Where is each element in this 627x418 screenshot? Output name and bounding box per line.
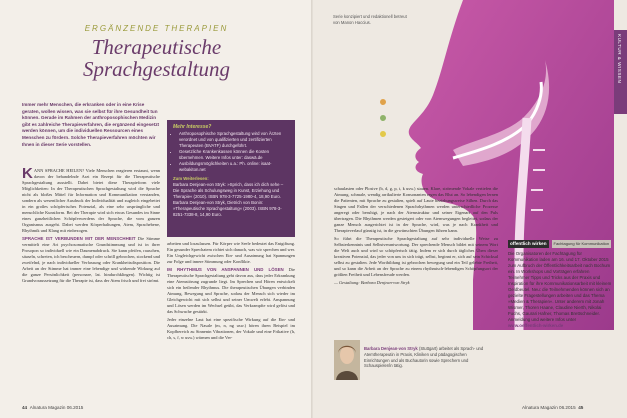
infobox-list	[173, 131, 289, 173]
section-kicker: ERGÄNZENDE THERAPIEN	[84, 24, 229, 33]
body-paragraph: schaulasten oder Plosive (b, d, g, p, t, k usw.) stauen. Klare, strömende Vokale vertiefen die Atmung, schmale, wendig arrikulierte Konsonanten regen das Blut an. So lebendigen lernen die Patienten, mit Sprache zu gestalten, spielt auf Laute beziehungsweise Silben. Durch das Singen und Fallen der verschiedenen Sprachrhythmen werden unterschiedliche Prozesse angeregt oder beruhigt, je nach der Atemstruktur und seiner Eigenart auf den Puls übertragen. Die Rhythmen werden gesteigert oder von Atemwegungen begleitet, sodass der ganze Mensch ausgerichtet ist in der Sprache, wird, was je nach Krankheit und Therapieverlauf günstig ist, in die gewünschten Übungen führen kann.	[334, 186, 498, 233]
infobox-item: • Ausbildungsmöglichkeiten u.a.: Ph. online: isaat-webakiton.net	[179, 161, 289, 173]
author-bio-text: (Stuttgart) arbeitet als Sprach- und Atemtherapeutin in Praxis, Kliniken und pädagogischen Einrichtungen und als Buchautorin sowie Sprechern und Schauspieler/in tätig.	[364, 346, 484, 369]
author-bio	[364, 346, 484, 369]
body-signature: — Gestaltung: Barbara Denjean-von Stryk	[334, 280, 410, 285]
title-line-2: Sprachgestaltung	[83, 57, 230, 81]
folio-right: Alnatura Magazin 06.2015 45	[522, 405, 584, 410]
series-caption: Serie konzipiert und redaktionell betreut von Manon Haccius.	[333, 14, 407, 25]
left-column-2	[167, 241, 295, 343]
infobox-reading-heading: Zum Weiterlesen:	[173, 176, 209, 181]
event-ad-body: Die Organisatoren der Fachtagung für Kommunikation laden am 16. und 17. Oktober 2015 zum Aufbruch der Öffentlichkeitsarbeit nach Bochum ein. In Workshops und Vorträgen erfahren Teilnehmer Tipps und Tricks aus der Praxis und Inspiration für ihre Kommunikationsarbeit mit kleinem Geldbeutel. Neu: die Teilnehmenden können sich an gezielte Fragestellungen arbeiten und das Thema »Medien & Therapien«. Unter anderem mit Jonah Wismer, Thoren Haane, Claudine Nierth, Nikolai Fuchs, Gaurari Hafner, Thomas Brettschneider. Anmeldung und weitere Infos unter	[508, 251, 612, 322]
left-column-1	[22, 165, 160, 286]
dot-yellow	[380, 131, 386, 137]
lead-paragraph: Immer mehr Menschen, die erkranken oder in eine Krise geraten, wollen wissen, was sie selbst für ihre Gesundheit tun können. Gerade im Rahmen der anthroposophischen Medizin gibt es zahlreiche Therapieverfahren, die ergänzend eingesetzt werden können, um die individuellen Ressourcen eines Menschen zu fördern. Solche Therapieverfahren möchten wir Ihnen in dieser Serie vorstellen.	[22, 102, 160, 147]
body-paragraph: Die Stimme vermittelt eine Art psychosomatische Grundstimmung und ist in ihrer Prosopon so individuell wie ein Daumenabdruck. Sie kann pfeifen, rauschen, säuseln, schreien, ich bescheuern, dumpf oder schrill gebrochen, stockend und zweifelnd, je nach individueller Verfassung oder Krankheitsdisposition. Die Arbeit an der Stimme hat immer eine lebendige und wirkende Wirkung auf die ganze Persönlichkeit (personare, lat. hindurchklingen). Wichtig ist Grundvoraussetzung für die Therapie ist, dass der Atem frisch und frei strömt.	[22, 236, 160, 283]
section-side-tab: KULTUR & WISSEN	[614, 30, 627, 114]
event-logo-sub: Fachtagung für Kommunikation	[553, 241, 610, 246]
body-paragraph: arbeiten und loszulassen. Für Körper wie Seele bedeutet das Entgiftung. Ein gesunder Sprechatem richtet sich danach, was wir sprechen und wer. Ein Ungleichgewicht zwischen Ein- und Ausatmung hat Spannungen zur Folge und innere Stimmung oder Konflikte.	[167, 241, 295, 264]
right-column-1	[334, 186, 498, 288]
body-paragraph: Jeder einzelne Laut hat eine spezifische Wirkung auf die Ein- und Ausatmung. Die Nasale (m, n, ng usw.) hören ihren Beispiel im Kopfbereich zu Sinnenin Vibrationen, der Vokale und eine Frikative (h, ch, s, f, w usw.) wärmen und die Ver-	[167, 317, 295, 340]
dot-green	[380, 115, 386, 121]
subheading: SPRACHE IST VERBUNDEN MIT DER MENSCHHEIT	[22, 236, 136, 241]
infobox-reading-2: Barbara Denjean-von Stryk, Dietrich von Bonin: »Therapeutische Sprachgestaltung« (2003). ISBN 978-3-8251-7338-8, 14,90 Euro.	[173, 200, 282, 217]
event-ad-link[interactable]: www.oeffentlich-wirken.de	[508, 323, 564, 328]
infobox-item: • Gesetzliche Krankenkassen können die Kosten übernehmen. Weitere Infos unter: daswä.de	[179, 149, 289, 161]
folio-left: 44 Alnatura Magazin 06.2015	[22, 405, 84, 410]
infobox-heading: Mehr Interesse?	[173, 124, 212, 130]
info-box	[167, 120, 295, 237]
event-logo	[508, 240, 612, 248]
body-paragraph: Die Therapeutische Sprachgestaltung geht davon aus, dass jeder Erkrankung eine Atemstörung zugrunde liegt. Im Sprechen und Hören entwickelt sich ein heilender Rhythmus. Die therapeutischen Übungen verbinden Atmung, Bewegung und Sprache, sodass der Mensch sich wieder im Gleichgewicht mit sich selbst und seiner Umwelt erlebt. Anspannung und Lösen werden im Wechsel geübt, das Verkrampfte wird gelöst und das Schwache gestärkt.	[167, 267, 295, 314]
dot-orange	[380, 99, 386, 105]
author-name: Barbara Denjean-von Stryk	[364, 346, 418, 351]
infobox-item: • Anthroposophische Sprachgestaltung wird von Ärzten verordnet und von qualifizierten und zertifizierten Therapeuten (BVATF) durchgeführt.	[179, 131, 289, 149]
drop-cap: K	[22, 165, 33, 182]
author-portrait	[334, 340, 360, 380]
event-logo-mark: offentlich wirken	[510, 241, 547, 246]
infobox-reading-1: Barbara Denjean-von Stryk: »Sprich, dass ich dich sehe – Die Sprache als Schulungsweg in Kunst, Erziehung und Therapie« (2010). ISBN 978-3-7725-1980-4, 18,90 Euro.	[173, 182, 284, 199]
body-paragraph: ANN SPRACHE HEILEN? Viele Menschen reagieren erstaunt, wenn davon der behandelnde Arzt ein Rezept für die Therapeutische Sprachgestaltung ausstellt. Dabei bietet diese Therapieform viele Möglichkeiten: In der Therapeutischen Sprachgestaltung wird die Sprache nicht als bloßes Mittel für Information und Kommunikation verstanden, sondern als wesentlicher Ausdruck der Individualität und zugleich eingebettet in ein großes schöpferisches Potenzial, als eine sehr ursprüngliche und menschliche Kunstform. Bei der Therapie wird sich etwas Gesundes im Sinne eines ganzheitlichen Schöpferwerdens der Sprache, die vom ganzen Organismus ausgeht. Dabei werden Körperhaltungen, Atem, Sprachebene, Rhythmik und Klang mit einbezogen.	[22, 168, 160, 233]
title-line-1: Therapeutische	[91, 35, 222, 59]
article-title	[0, 36, 313, 80]
body-paragraph: So führt die Therapeutische Sprachgestaltung auf sehr individuelle Weise zu Selbsterkenntnis und Selbstverantwortung. Der sprechende Mensch bildet mit seinem Wort die Welt auch und wird so schöpferisch tätig. Indem er sich durch tägliches Üben dieser kreativen Potenzial, das jeder von uns in sich trägt, selbst, beginnt er, sich auf sein Schicksal selbst zu gestalten. Jede Wortbildung ist gebrochen bewegung und ein Teil gelebte Freiheit, und so kann die Arbeit an der Sprache zu einem rhythmisch-lebendigen Schöpfungsort der größten Freiheit und Lebensfreude werden.	[334, 236, 498, 277]
subheading: IM RHYTHMUS VON ANSPANNEN UND LÖSEN	[167, 267, 284, 272]
event-ad	[508, 240, 612, 329]
